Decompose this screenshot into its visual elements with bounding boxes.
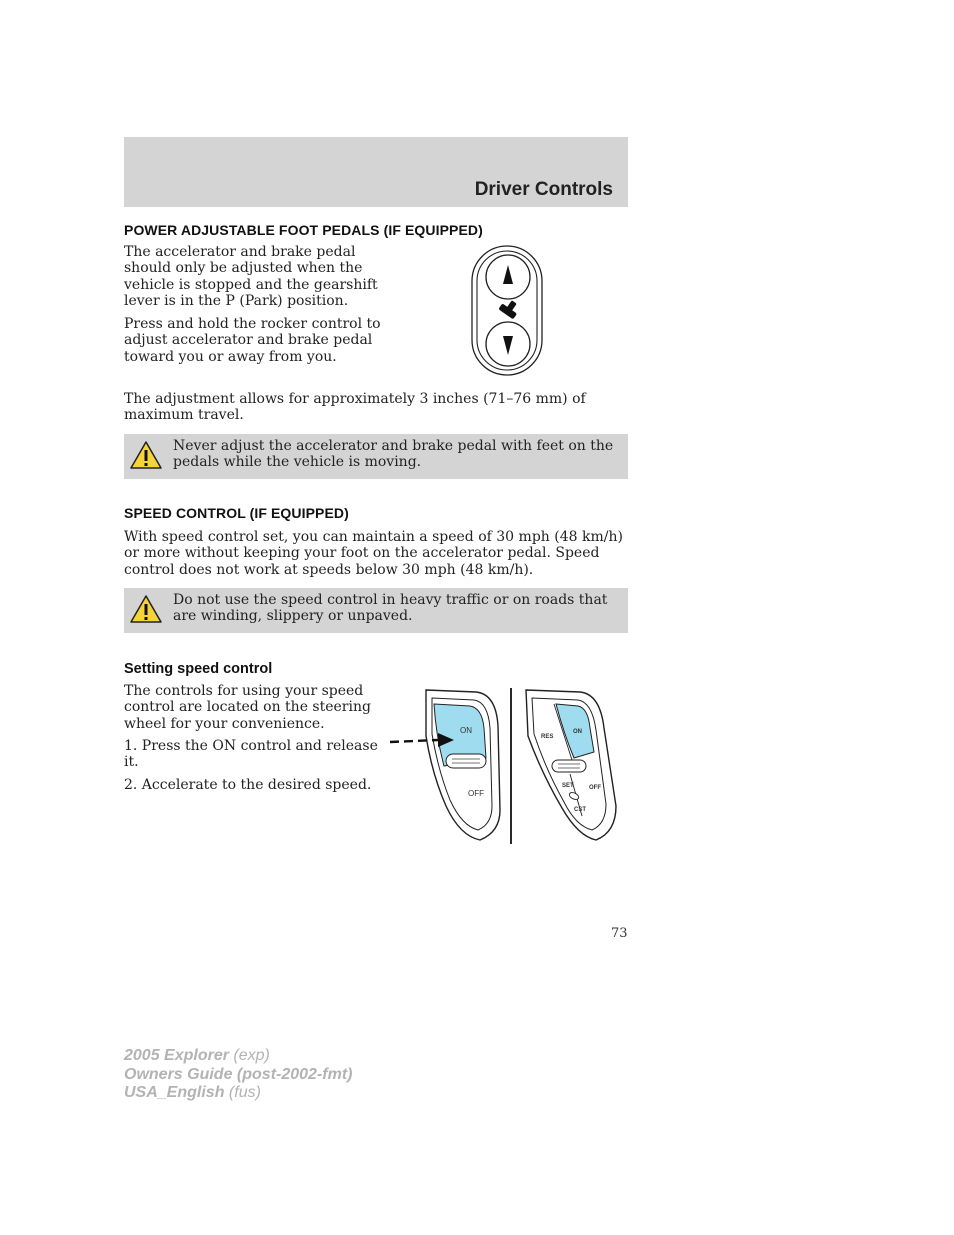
- text-line: The accelerator and brake pedal: [124, 244, 356, 260]
- steering-wheel-controls-figure: [388, 686, 620, 846]
- warning-box-speed: [124, 588, 628, 633]
- set-label: SET: [562, 783, 574, 789]
- setting-heading: Setting speed control: [124, 661, 273, 677]
- warning-triangle-icon: [129, 594, 163, 624]
- footer-locale-code: (fus): [224, 1084, 261, 1101]
- text-line: 2. Accelerate to the desired speed.: [124, 777, 372, 793]
- text-line: or more without keeping your foot on the accelerator pedal. Speed: [124, 545, 600, 562]
- footer-model-code: (exp): [228, 1047, 270, 1064]
- text-line: pedals while the vehicle is moving.: [173, 454, 422, 471]
- text-line: toward you or away from you.: [124, 348, 337, 365]
- text-line: wheel for your convenience.: [124, 715, 325, 732]
- cst-label: CST: [574, 807, 586, 813]
- speed-para-1: [124, 529, 624, 578]
- text-line: adjust accelerator and brake pedal: [124, 332, 373, 349]
- on-label-left: ON: [460, 726, 472, 735]
- text-line: The controls for using your speed: [124, 683, 364, 699]
- text-line: Never adjust the accelerator and brake pedal with feet on the: [173, 438, 614, 454]
- text-line: control are located on the steering: [124, 699, 371, 716]
- footer-guide: Owners Guide (post-2002-fmt): [124, 1065, 353, 1083]
- warning-triangle-icon: [129, 440, 163, 470]
- text-line: With speed control set, you can maintain a speed of 30 mph (48 km/h): [124, 529, 623, 545]
- res-label: RES: [541, 734, 554, 740]
- header-band: [124, 137, 628, 207]
- warning-box-pedals: [124, 434, 628, 479]
- warning-text: [173, 438, 618, 471]
- warning-text: [173, 592, 618, 625]
- text-line: it.: [124, 754, 139, 771]
- text-line: 1. Press the ON control and release: [124, 738, 378, 754]
- text-line: Press and hold the rocker control to: [124, 316, 381, 332]
- text-line: lever is in the P (Park) position.: [124, 292, 349, 309]
- speed-heading: SPEED CONTROL (IF EQUIPPED): [124, 505, 349, 521]
- page-number: 73: [611, 926, 628, 941]
- footer-locale: USA_English: [124, 1084, 225, 1101]
- left-control-pod: [426, 690, 500, 840]
- setting-step-1: [124, 738, 384, 771]
- text-line: The adjustment allows for approximately 3 inches (71–76 mm) of: [124, 391, 586, 407]
- pedals-para-2: [124, 316, 384, 365]
- setting-para-1: [124, 683, 384, 732]
- section-title: Driver Controls: [474, 179, 613, 200]
- text-line: maximum travel.: [124, 407, 244, 424]
- text-line: control does not work at speeds below 30 mph (48 km/h).: [124, 561, 534, 578]
- pedals-heading: POWER ADJUSTABLE FOOT PEDALS (IF EQUIPPED): [124, 222, 483, 238]
- setting-step-2: [124, 777, 384, 793]
- right-control-pod: [526, 690, 616, 840]
- text-line: Do not use the speed control in heavy traffic or on roads that: [173, 592, 608, 608]
- text-line: are winding, slippery or unpaved.: [173, 608, 413, 625]
- off-label-left: OFF: [468, 789, 484, 798]
- pedals-para-3: [124, 391, 624, 424]
- rocker-switch-pedal-icon: [470, 244, 546, 378]
- text-line: vehicle is stopped and the gearshift: [124, 276, 378, 293]
- text-line: should only be adjusted when the: [124, 260, 363, 277]
- on-label-right: ON: [573, 729, 582, 735]
- footer-model: 2005 Explorer: [124, 1047, 229, 1064]
- pedals-para-1: [124, 244, 384, 309]
- document-footer: [124, 1047, 352, 1103]
- off-label-right: OFF: [589, 785, 601, 791]
